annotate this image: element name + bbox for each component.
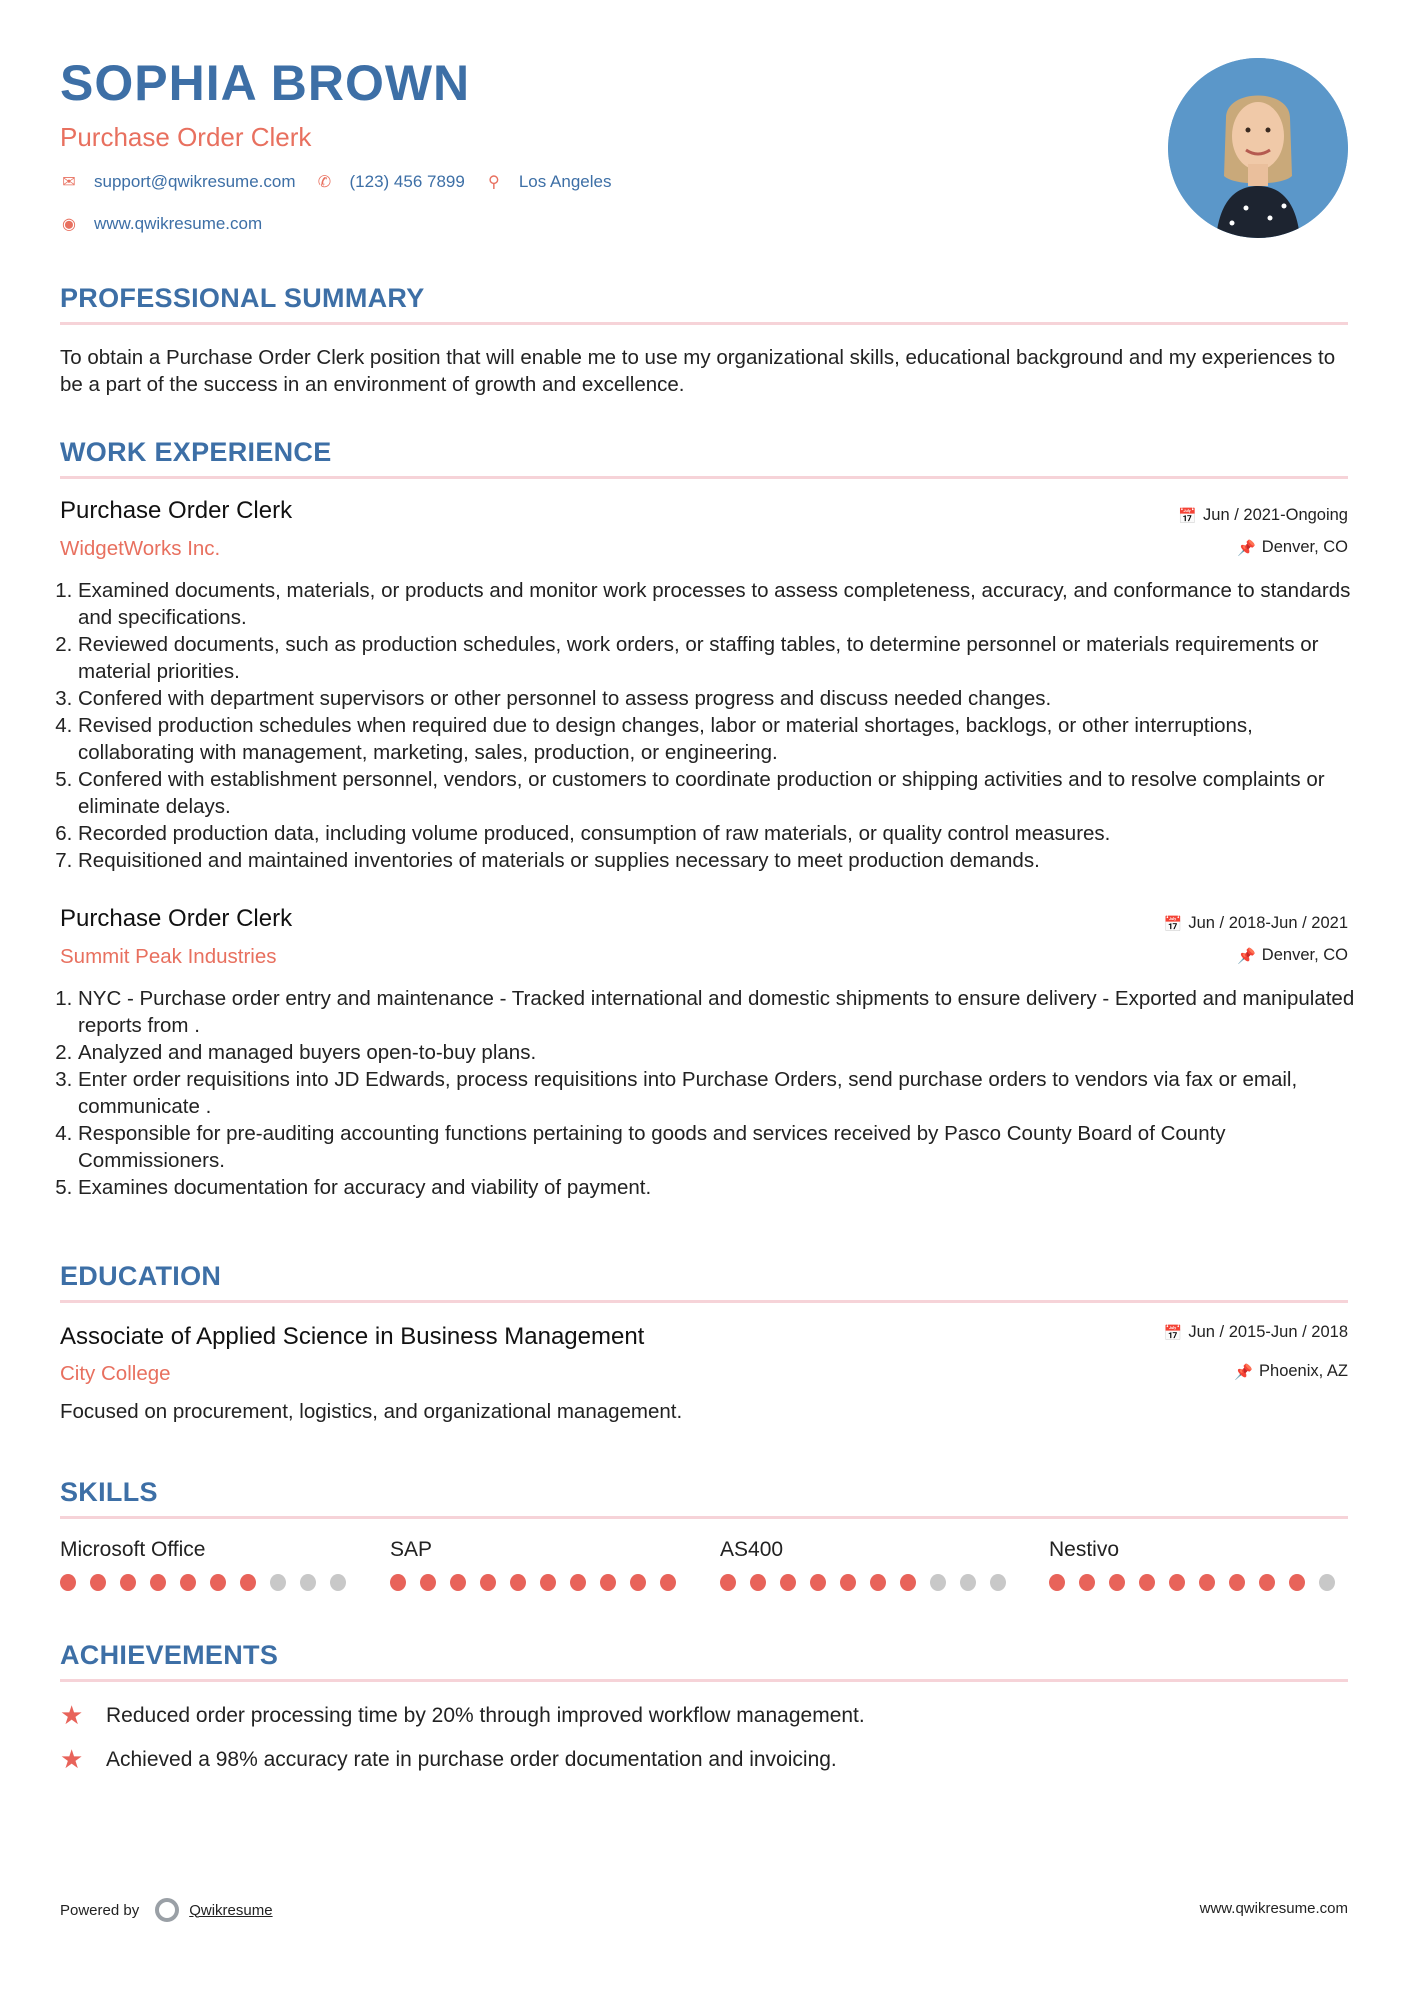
achievement-item bbox=[60, 1744, 837, 1775]
summary-heading: PROFESSIONAL SUMMARY bbox=[60, 283, 425, 313]
job-location-text: Denver, CO bbox=[1261, 946, 1348, 964]
pushpin-icon: 📌 bbox=[1237, 947, 1256, 965]
list-item: 2. Reviewed documents, such as production schedules, work orders, or staffing tables, to determine personnel or materials requirements or material priorities. bbox=[78, 631, 1366, 685]
achievement-item bbox=[60, 1700, 865, 1731]
skill-name: Microsoft Office bbox=[60, 1538, 206, 1561]
website-row bbox=[60, 214, 282, 234]
school-name: City College bbox=[60, 1362, 171, 1385]
list-item: 3. Enter order requisitions into JD Edwards, process requisitions into Purchase Orders, send purchase orders to vendors via fax or email, communicate . bbox=[78, 1066, 1366, 1120]
education-location bbox=[1234, 1362, 1348, 1381]
rating-dot-filled bbox=[60, 1574, 76, 1591]
education-dates bbox=[1164, 1323, 1348, 1342]
skill-name: AS400 bbox=[720, 1538, 784, 1561]
rating-dot-filled bbox=[90, 1574, 106, 1591]
list-item: 5. Confered with establishment personnel, vendors, or customers to coordinate production or shipping activities and to resolve complaints or eliminate delays. bbox=[78, 766, 1366, 820]
location-text: Los Angeles bbox=[518, 172, 612, 191]
list-item: 4. Revised production schedules when required due to design changes, labor or material shortages, backlogs, or other interruptions, collaborating with management, marketing, sales, production, or engineering. bbox=[78, 712, 1366, 766]
rating-dot-empty bbox=[960, 1574, 976, 1591]
rating-dot-empty bbox=[300, 1574, 316, 1591]
candidate-role: Purchase Order Clerk bbox=[60, 122, 312, 152]
section-divider bbox=[60, 1300, 1348, 1303]
rating-dot-filled bbox=[420, 1574, 436, 1591]
list-item: 6. Recorded production data, including volume produced, consumption of raw materials, or quality control measures. bbox=[78, 820, 1366, 847]
company-name: Summit Peak Industries bbox=[60, 945, 277, 968]
star-icon: ★ bbox=[60, 1744, 84, 1774]
list-item: 2. Analyzed and managed buyers open-to-buy plans. bbox=[78, 1039, 1366, 1066]
rating-dot-filled bbox=[810, 1574, 826, 1591]
calendar-icon: 📅 bbox=[1178, 507, 1198, 525]
calendar-icon: 📅 bbox=[1163, 915, 1183, 933]
rating-dot-filled bbox=[480, 1574, 496, 1591]
job-dates bbox=[1178, 506, 1348, 525]
skill-item bbox=[720, 1538, 1020, 1591]
summary-text: To obtain a Purchase Order Clerk position that will enable me to use my organizational skills, educational background and my experiences to be a part of the success in an environment of growth and excellence. bbox=[60, 346, 1336, 396]
rating-dot-filled bbox=[450, 1574, 466, 1591]
job-duties-list bbox=[60, 985, 1366, 1201]
rating-dot-filled bbox=[840, 1574, 856, 1591]
rating-dot-filled bbox=[120, 1574, 136, 1591]
degree-title: Associate of Applied Science in Business Management bbox=[60, 1323, 645, 1350]
qwikresume-link[interactable]: Qwikresume bbox=[189, 1901, 273, 1919]
achievement-text: Achieved a 98% accuracy rate in purchase order documentation and invoicing. bbox=[106, 1747, 837, 1771]
phone-icon: ✆ bbox=[317, 174, 332, 191]
education-dates-text: Jun / 2015-Jun / 2018 bbox=[1188, 1323, 1348, 1341]
skill-item bbox=[1049, 1538, 1349, 1591]
footer-site-link[interactable]: www.qwikresume.com bbox=[1199, 1900, 1348, 1917]
candidate-name: SOPHIA BROWN bbox=[60, 55, 471, 111]
rating-dot-empty bbox=[1319, 1574, 1335, 1591]
profile-photo bbox=[1168, 58, 1348, 238]
skill-item bbox=[390, 1538, 690, 1591]
company-name: WidgetWorks Inc. bbox=[60, 537, 221, 560]
section-divider bbox=[60, 476, 1348, 479]
rating-dot-filled bbox=[1259, 1574, 1275, 1591]
skill-name: Nestivo bbox=[1049, 1538, 1120, 1561]
section-divider bbox=[60, 1516, 1348, 1519]
rating-dot-filled bbox=[180, 1574, 196, 1591]
rating-dot-filled bbox=[1109, 1574, 1125, 1591]
rating-dot-empty bbox=[330, 1574, 346, 1591]
rating-dot-filled bbox=[870, 1574, 886, 1591]
globe-icon: ◉ bbox=[62, 216, 76, 233]
avatar bbox=[1168, 58, 1348, 238]
list-item: 7. Requisitioned and maintained inventories of materials or supplies necessary to meet production demands. bbox=[78, 847, 1366, 874]
email-link[interactable]: support@qwikresume.com bbox=[94, 172, 296, 191]
skill-rating bbox=[720, 1574, 1020, 1591]
job-duties-list bbox=[60, 577, 1366, 874]
achievement-text: Reduced order processing time by 20% through improved workflow management. bbox=[106, 1703, 865, 1727]
pushpin-icon: 📌 bbox=[1237, 539, 1256, 557]
section-divider bbox=[60, 1679, 1348, 1682]
rating-dot-filled bbox=[570, 1574, 586, 1591]
skill-item bbox=[60, 1538, 360, 1591]
rating-dot-filled bbox=[1199, 1574, 1215, 1591]
job-dates-text: Jun / 2021-Ongoing bbox=[1203, 506, 1348, 524]
rating-dot-filled bbox=[1289, 1574, 1305, 1591]
rating-dot-filled bbox=[900, 1574, 916, 1591]
skill-rating bbox=[60, 1574, 360, 1591]
skills-heading: SKILLS bbox=[60, 1477, 158, 1507]
rating-dot-filled bbox=[630, 1574, 646, 1591]
job-location bbox=[1237, 538, 1348, 557]
rating-dot-filled bbox=[750, 1574, 766, 1591]
job-title: Purchase Order Clerk bbox=[60, 905, 293, 932]
powered-by-label: Powered by bbox=[60, 1901, 140, 1919]
list-item: 1. NYC - Purchase order entry and maintenance - Tracked international and domestic shipments to ensure delivery - Exported and manipulated reports from . bbox=[78, 985, 1366, 1039]
rating-dot-filled bbox=[1049, 1574, 1065, 1591]
rating-dot-filled bbox=[510, 1574, 526, 1591]
rating-dot-filled bbox=[600, 1574, 616, 1591]
rating-dot-filled bbox=[1229, 1574, 1245, 1591]
rating-dot-filled bbox=[210, 1574, 226, 1591]
achievements-heading: ACHIEVEMENTS bbox=[60, 1640, 279, 1670]
rating-dot-empty bbox=[270, 1574, 286, 1591]
job-dates bbox=[1164, 914, 1348, 933]
rating-dot-filled bbox=[150, 1574, 166, 1591]
job-dates-text: Jun / 2018-Jun / 2021 bbox=[1188, 914, 1348, 932]
list-item: 4. Responsible for pre-auditing accounting functions pertaining to goods and services received by Pasco County Board of County Commissioners. bbox=[78, 1120, 1366, 1174]
rating-dot-filled bbox=[780, 1574, 796, 1591]
skill-rating bbox=[1049, 1574, 1349, 1591]
list-item: 1. Examined documents, materials, or products and monitor work processes to assess completeness, accuracy, and conformance to standards and specifications. bbox=[78, 577, 1366, 631]
calendar-icon: 📅 bbox=[1163, 1324, 1183, 1342]
section-divider bbox=[60, 322, 1348, 325]
education-location-text: Phoenix, AZ bbox=[1259, 1362, 1348, 1380]
rating-dot-filled bbox=[1079, 1574, 1095, 1591]
rating-dot-filled bbox=[540, 1574, 556, 1591]
rating-dot-filled bbox=[390, 1574, 406, 1591]
pushpin-icon: 📌 bbox=[1234, 1363, 1254, 1381]
job-title: Purchase Order Clerk bbox=[60, 497, 293, 524]
rating-dot-filled bbox=[660, 1574, 676, 1591]
job-location bbox=[1237, 946, 1348, 965]
rating-dot-filled bbox=[1169, 1574, 1185, 1591]
rating-dot-filled bbox=[720, 1574, 736, 1591]
skill-name: SAP bbox=[390, 1538, 433, 1561]
rating-dot-filled bbox=[240, 1574, 256, 1591]
rating-dot-empty bbox=[990, 1574, 1006, 1591]
map-pin-icon: ⚲ bbox=[487, 174, 500, 191]
phone-text: (123) 456 7899 bbox=[349, 172, 465, 191]
education-description: Focused on procurement, logistics, and organizational management. bbox=[60, 1400, 683, 1423]
skill-rating bbox=[390, 1574, 690, 1591]
contact-row bbox=[60, 172, 631, 192]
education-heading: EDUCATION bbox=[60, 1261, 222, 1291]
star-icon: ★ bbox=[60, 1700, 84, 1730]
envelope-icon: ✉ bbox=[62, 174, 76, 191]
experience-heading: WORK EXPERIENCE bbox=[60, 437, 332, 467]
list-item: 3. Confered with department supervisors or other personnel to assess progress and discuss needed changes. bbox=[78, 685, 1366, 712]
footer-powered-by bbox=[60, 1898, 273, 1922]
rating-dot-empty bbox=[930, 1574, 946, 1591]
rating-dot-filled bbox=[1139, 1574, 1155, 1591]
job-location-text: Denver, CO bbox=[1261, 538, 1348, 556]
list-item: 5. Examines documentation for accuracy and viability of payment. bbox=[78, 1174, 1366, 1201]
qwikresume-logo-icon bbox=[155, 1898, 179, 1922]
website-link[interactable]: www.qwikresume.com bbox=[94, 214, 263, 233]
